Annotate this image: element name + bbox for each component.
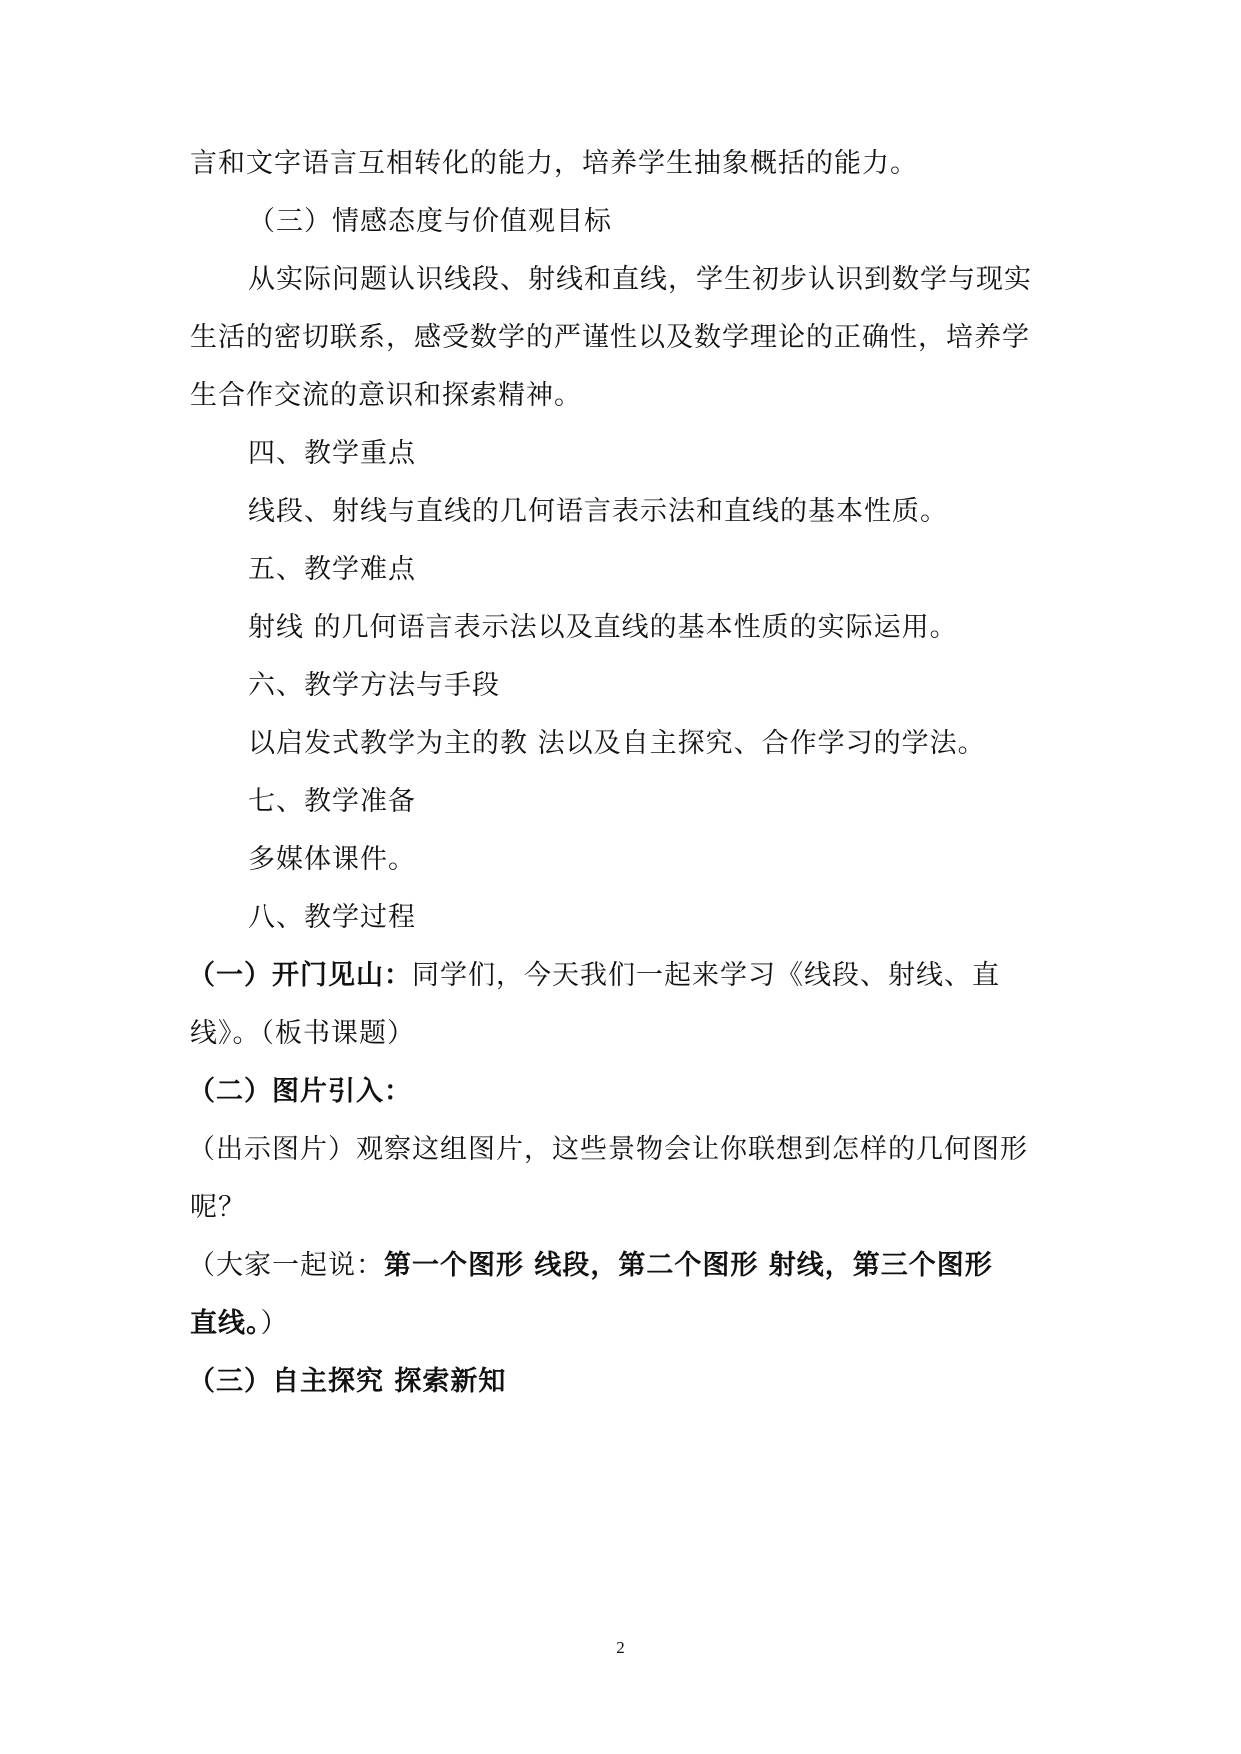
paragraph-line: 线段、射线与直线的几何语言表示法和直线的基本性质。	[248, 496, 948, 527]
paragraph-line: 从实际问题认识线段、射线和直线，学生初步认识到数学与现实	[248, 264, 1032, 295]
paragraph-line: 呢？	[190, 1192, 246, 1223]
answer-text: 第一个图形 线段，第二个图形 射线，第三个图形	[384, 1250, 993, 1281]
paragraph-line	[190, 1306, 289, 1342]
step-text: 同学们，今天我们一起来学习《线段、射线、直	[412, 960, 1000, 991]
section-heading: 七、教学准备	[248, 786, 416, 817]
paragraph-line: （出示图片）观察这组图片，这些景物会让你联想到怎样的几何图形	[188, 1134, 1028, 1165]
answer-close: ）	[260, 1308, 289, 1339]
answer-intro: （大家一起说：	[188, 1250, 384, 1281]
paragraph-line: 多媒体课件。	[248, 844, 416, 875]
paragraph-line: 射线 的几何语言表示法以及直线的基本性质的实际运用。	[248, 612, 958, 643]
step-heading: （三）自主探究 探索新知	[188, 1366, 507, 1397]
page-number: 2	[616, 1638, 625, 1657]
paragraph-line	[188, 958, 1000, 994]
section-heading: （三）情感态度与价值观目标	[248, 206, 612, 237]
paragraph-line: 生活的密切联系，感受数学的严谨性以及数学理论的正确性，培养学	[190, 322, 1030, 353]
paragraph-line: 言和文字语言互相转化的能力，培养学生抽象概括的能力。	[190, 148, 918, 179]
paragraph-line	[188, 1248, 993, 1284]
paragraph-line: 生合作交流的意识和探索精神。	[190, 380, 582, 411]
answer-text: 直线。	[190, 1308, 261, 1339]
step-label: （一）开门见山：	[188, 960, 412, 991]
section-heading: 八、教学过程	[248, 902, 416, 933]
section-heading: 五、教学难点	[248, 554, 416, 585]
step-heading: （二）图片引入：	[188, 1076, 412, 1107]
paragraph-line: 以启发式教学为主的教 法以及自主探究、合作学习的学法。	[248, 728, 986, 759]
paragraph-line: 线》。（板书课题）	[190, 1018, 415, 1049]
section-heading: 六、教学方法与手段	[248, 670, 500, 701]
section-heading: 四、教学重点	[248, 438, 416, 469]
